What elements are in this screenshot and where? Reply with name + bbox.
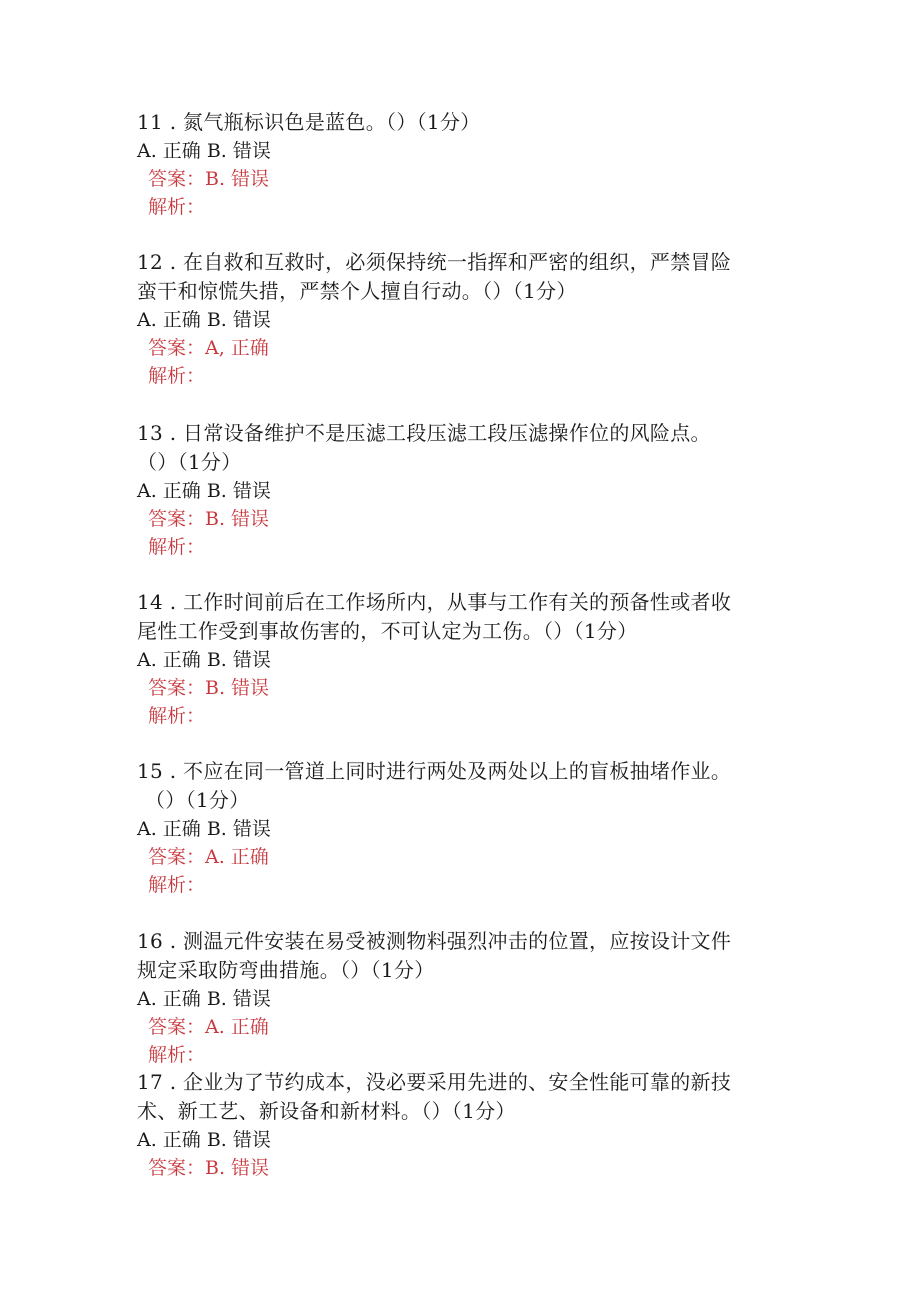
question-text-line: 尾性工作受到事故伤害的，不可认定为工伤。（）（1分） bbox=[137, 619, 638, 643]
question-answer: 答案：B. 错误 bbox=[148, 1157, 270, 1179]
question-analysis: 解析： bbox=[148, 705, 206, 727]
question-stem bbox=[137, 108, 777, 137]
question-options: A. 正确 B. 错误 bbox=[137, 480, 271, 502]
question-options: A. 正确 B. 错误 bbox=[137, 818, 271, 840]
question-answer: 答案：A. 正确 bbox=[148, 846, 269, 868]
question-text-line: 17 . 企业为了节约成本，没必要采用先进的、安全性能可靠的新技 bbox=[137, 1070, 732, 1094]
question-text-line: 11 . 氮气瓶标识色是蓝色。（）（1分） bbox=[137, 110, 481, 134]
question-text-line: （）（1分） bbox=[145, 788, 250, 812]
question-options: A. 正确 B. 错误 bbox=[137, 1129, 271, 1151]
question-answer: 答案：B. 错误 bbox=[148, 168, 270, 190]
question-stem bbox=[137, 927, 777, 985]
question-14 bbox=[137, 588, 777, 730]
question-options: A. 正确 B. 错误 bbox=[137, 309, 271, 331]
question-text-line: 14 . 工作时间前后在工作场所内，从事与工作有关的预备性或者收 bbox=[137, 590, 732, 614]
question-16 bbox=[137, 927, 777, 1069]
question-analysis: 解析： bbox=[148, 874, 206, 896]
question-stem bbox=[137, 248, 777, 306]
question-text-line: 16 . 测温元件安装在易受被测物料强烈冲击的位置，应按设计文件 bbox=[137, 929, 732, 953]
question-text-line: 术、新工艺、新设备和新材料。（）（1分） bbox=[137, 1099, 516, 1123]
question-stem bbox=[137, 419, 777, 477]
question-answer: 答案：B. 错误 bbox=[148, 508, 270, 530]
question-analysis: 解析： bbox=[148, 196, 206, 218]
question-stem bbox=[137, 757, 777, 815]
question-text-line: 13 . 日常设备维护不是压滤工段压滤工段压滤操作位的风险点。 bbox=[137, 421, 711, 445]
question-text-line: 规定采取防弯曲措施。（）（1分） bbox=[137, 958, 435, 982]
question-stem bbox=[137, 588, 777, 646]
question-text-line: （）（1分） bbox=[137, 450, 242, 474]
question-11 bbox=[137, 108, 777, 221]
question-analysis: 解析： bbox=[148, 1044, 206, 1066]
question-12 bbox=[137, 248, 777, 390]
question-analysis: 解析： bbox=[148, 536, 206, 558]
question-17 bbox=[137, 1068, 777, 1182]
question-13 bbox=[137, 419, 777, 561]
question-15 bbox=[137, 757, 777, 899]
question-analysis: 解析： bbox=[148, 365, 206, 387]
question-text-line: 12 . 在自救和互救时，必须保持统一指挥和严密的组织，严禁冒险 bbox=[137, 250, 732, 274]
question-answer: 答案：A, 正确 bbox=[148, 337, 269, 359]
question-stem bbox=[137, 1068, 777, 1126]
question-answer: 答案：A. 正确 bbox=[148, 1016, 269, 1038]
question-text-line: 15 . 不应在同一管道上同时进行两处及两处以上的盲板抽堵作业。 bbox=[137, 759, 732, 783]
question-options: A. 正确 B. 错误 bbox=[137, 649, 271, 671]
question-answer: 答案：B. 错误 bbox=[148, 677, 270, 699]
question-text-line: 蛮干和惊慌失措，严禁个人擅自行动。（）（1分） bbox=[137, 279, 577, 303]
question-options: A. 正确 B. 错误 bbox=[137, 988, 271, 1010]
question-options: A. 正确 B. 错误 bbox=[137, 140, 271, 162]
